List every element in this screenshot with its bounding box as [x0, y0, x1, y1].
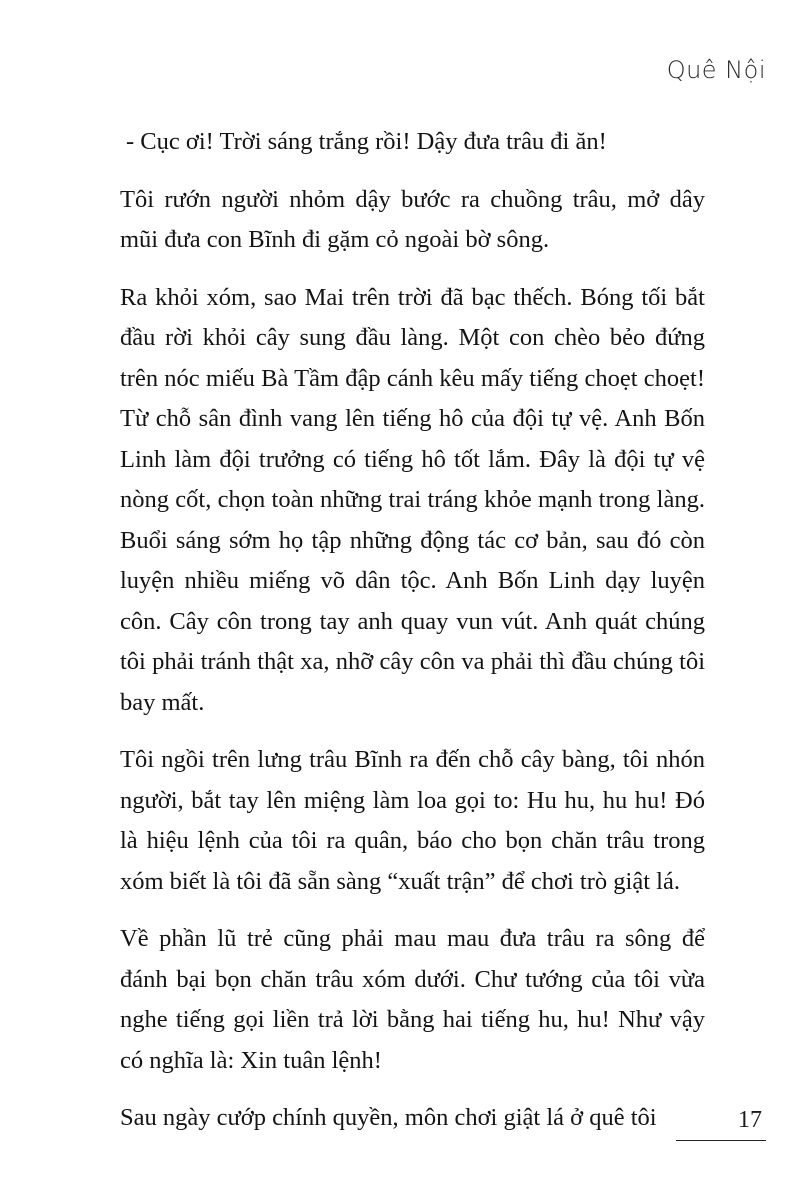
paragraph: Ra khỏi xóm, sao Mai trên trời đã bạc thếch. Bóng tối bắt đầu rời khỏi cây sung đầu làng. Một con chèo bẻo đứng trên nóc miếu Bà Tầm đập cánh kêu mấy tiếng choẹt choẹt! Từ chỗ sân đình vang lên tiếng hô của đội tự vệ. Anh Bốn Linh làm đội trưởng có tiếng hô tốt lắm. Đây là đội tự vệ nòng cốt, chọn toàn những trai tráng khỏe mạnh trong làng. Buổi sáng sớm họ tập những động tác cơ bản, sau đó còn luyện nhiều miếng võ dân tộc. Anh Bốn Linh dạy luyện côn. Cây côn trong tay anh quay vun vút. Anh quát chúng tôi phải tránh thật xa, nhỡ cây côn va phải thì đầu chúng tôi bay mất.	[120, 283, 705, 716]
paragraph: Về phần lũ trẻ cũng phải mau mau đưa trâu ra sông để đánh bại bọn chăn trâu xóm dưới. Chư tướng của tôi vừa nghe tiếng gọi liền trả lời bằng hai tiếng hu, hu! Như vậy có nghĩa là: Xin tuân lệnh!	[120, 925, 705, 1074]
paragraph-dialogue: - Cục ơi! Trời sáng trắng rồi! Dậy đưa trâu đi ăn!	[126, 128, 607, 155]
page-number: 17	[738, 1107, 762, 1133]
paragraph: Tôi ngồi trên lưng trâu Bĩnh ra đến chỗ cây bàng, tôi nhón người, bắt tay lên miệng làm loa gọi to: Hu hu, hu hu! Đó là hiệu lệnh của tôi ra quân, báo cho bọn chăn trâu trong xóm biết là tôi đã sẵn sàng “xuất trận” để chơi trò giật lá.	[120, 746, 705, 895]
running-header-title: Quê Nội	[666, 56, 766, 84]
body-text	[120, 122, 705, 1156]
paragraph: Sau ngày cướp chính quyền, môn chơi giật lá ở quê tôi	[120, 1104, 657, 1131]
paragraph: Tôi rướn người nhỏm dậy bước ra chuồng trâu, mở dây mũi đưa con Bĩnh đi gặm cỏ ngoài bờ sông.	[120, 185, 705, 253]
page-number-rule	[676, 1140, 766, 1141]
